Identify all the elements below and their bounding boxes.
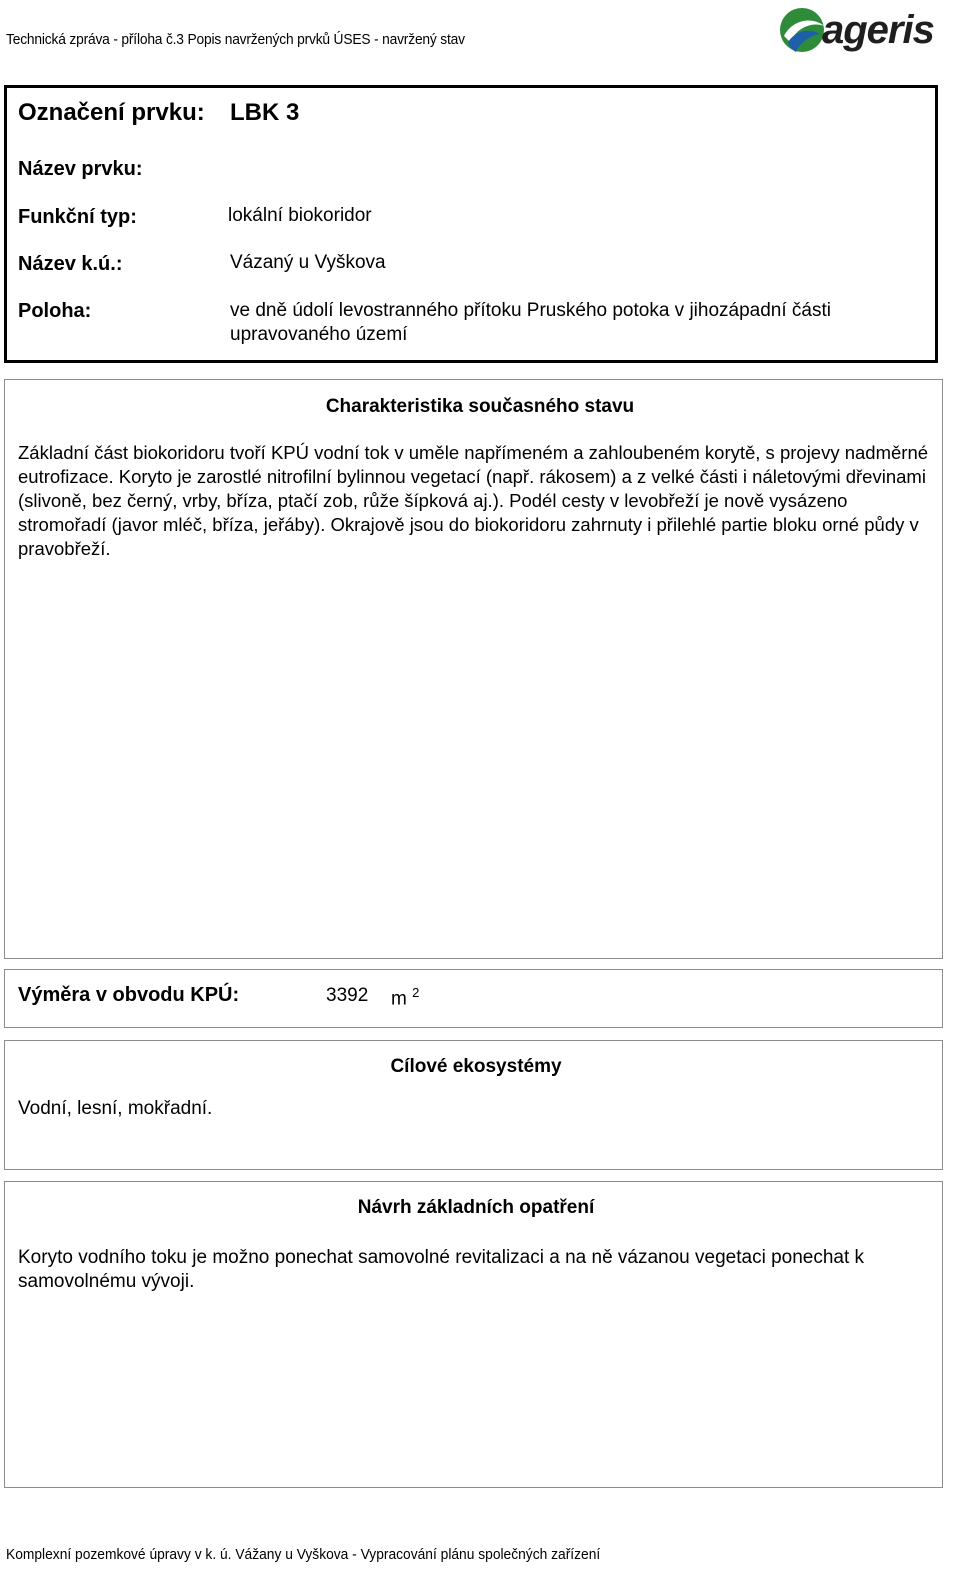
- area-label: Výměra v obvodu KPÚ:: [18, 984, 240, 1006]
- area-unit-superscript: 2: [412, 985, 420, 1000]
- location-label: Poloha:: [18, 300, 92, 322]
- area-unit-base: m: [391, 988, 407, 1010]
- designation-value: LBK 3: [230, 99, 300, 126]
- functional-type-value: lokální biokoridor: [228, 205, 372, 226]
- target-ecosystems-heading: Cílové ekosystémy: [390, 1056, 562, 1077]
- logo-wordmark: ageris: [822, 8, 934, 52]
- element-name-label: Název prvku:: [18, 158, 143, 180]
- target-ecosystems-text: Vodní, lesní, mokřadní.: [18, 1098, 213, 1119]
- cadastre-value: Vázaný u Vyškova: [230, 252, 386, 273]
- logo-swirl-icon: [778, 6, 828, 56]
- area-value: 3392: [326, 985, 369, 1006]
- measures-text: Koryto vodního toku je možno ponechat samovolné revitalizaci a na ně vázanou vegetaci ponechat k samovolnému vývoji.: [18, 1247, 865, 1292]
- page-header-title: Technická zpráva - příloha č.3 Popis navržených prvků ÚSES - navržený stav: [6, 31, 465, 48]
- cadastre-label: Název k.ú.:: [18, 253, 123, 275]
- area-unit: [391, 985, 419, 1010]
- page-footer-text: Komplexní pozemkové úpravy v k. ú. Vážany u Vyškova - Vypracování plánu společných zařízení: [6, 1546, 601, 1563]
- measures-heading: Návrh základních opatření: [357, 1197, 595, 1218]
- designation-label: Označení prvku:: [18, 99, 205, 126]
- company-logo: [778, 6, 948, 58]
- current-state-text: Základní část biokoridoru tvoří KPÚ vodní tok v uměle napřímeném a zahloubeném korytě, s projevy nadměrné eutrofizace. Koryto je zarostlé nitrofilní bylinnou vegetací (např. rákosem) a z velké části i náletovými dřevinami (slivoně, bez černý, vrby, bříza, ptačí zob, růže šípková aj.). Podél cesty v levobřeží je nově vysázeno stromořadí (javor mléč, bříza, jeřáby). Okrajově jsou do biokoridoru zahrnuty i přilehlé partie bloku orné půdy v pravobřeží.: [18, 442, 929, 559]
- location-value: ve dně údolí levostranného přítoku Pruského potoka v jihozápadní části upravovaného území: [230, 300, 831, 345]
- measures-box: [4, 1181, 943, 1488]
- functional-type-label: Funkční typ:: [18, 206, 137, 228]
- current-state-heading: Charakteristika současného stavu: [325, 396, 635, 417]
